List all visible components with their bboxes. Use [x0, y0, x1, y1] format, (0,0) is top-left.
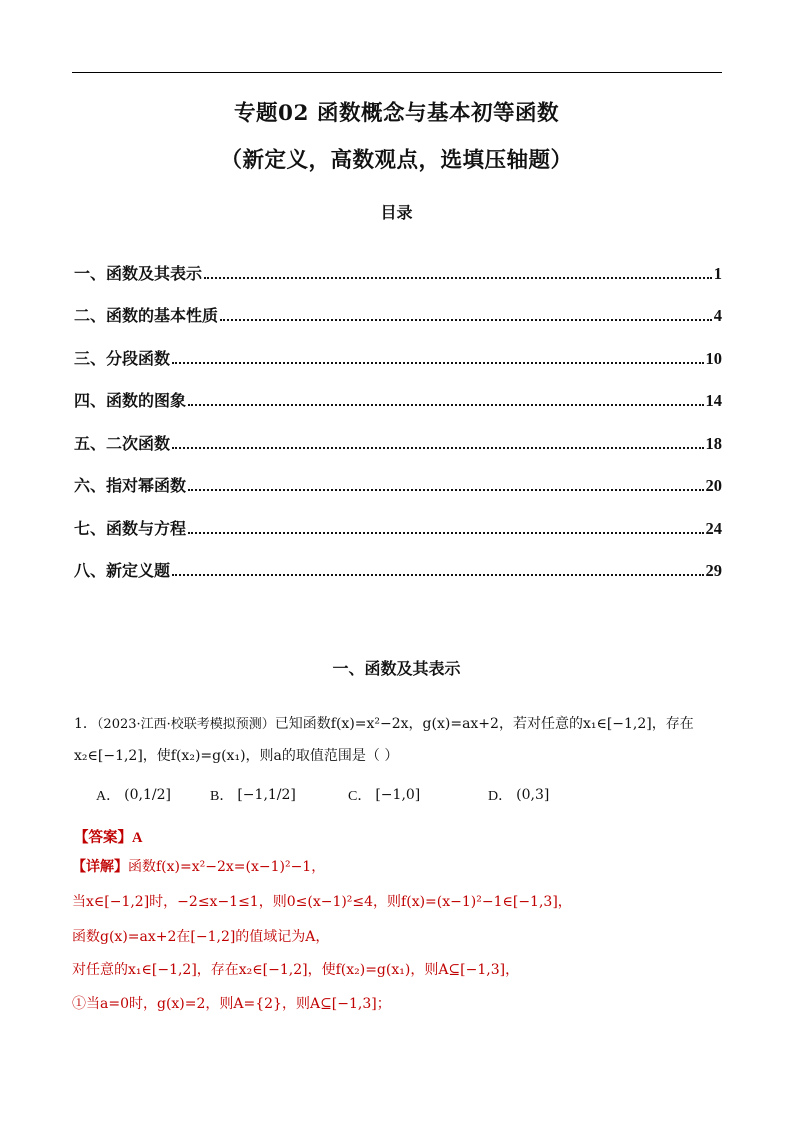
- option-text: (0,1/2]: [124, 787, 171, 803]
- answer-options: [96, 785, 656, 815]
- option-d[interactable]: [488, 785, 549, 805]
- answer-tag: 答案: [88, 829, 118, 846]
- toc-item[interactable]: [74, 326, 722, 369]
- toc-item-page: 10: [705, 348, 722, 368]
- detail-tag: 详解: [86, 859, 114, 875]
- option-c[interactable]: [348, 785, 420, 805]
- option-label: A．: [96, 789, 121, 804]
- toc-leader-dots: [188, 404, 703, 406]
- toc-item[interactable]: [74, 454, 722, 497]
- toc-item-label: 六、指对幂函数: [74, 476, 187, 495]
- toc-leader-dots: [172, 362, 703, 364]
- toc-leader-dots: [220, 319, 712, 321]
- toc-item-label: 五、二次函数: [74, 433, 171, 453]
- toc-item-label: 三、分段函数: [74, 348, 171, 368]
- toc-item-page: 18: [705, 433, 722, 453]
- toc-item[interactable]: [74, 241, 722, 284]
- toc-leader-dots: [188, 489, 703, 491]
- toc-item[interactable]: [74, 539, 722, 582]
- question-line-1: [74, 714, 722, 735]
- section-title: 一、函数及其表示: [332, 659, 461, 678]
- toc-item-page: 24: [705, 518, 722, 538]
- toc-leader-dots: [204, 277, 712, 279]
- toc-leader-dots: [172, 574, 703, 576]
- table-of-contents: [74, 241, 722, 581]
- toc-item[interactable]: [74, 369, 722, 412]
- toc-heading: 目录: [380, 203, 413, 222]
- solution-line: 【详解】函数f(x)=x²−2x=(x−1)²−1，: [72, 859, 326, 875]
- solution-line: 当x∈[−1,2]时，−2≤x−1≤1，则0≤(x−1)²≤4，则f(x)=(x−1)²−1∈[−1,3]，: [72, 894, 572, 910]
- option-label: C．: [348, 789, 372, 804]
- option-b[interactable]: [210, 785, 296, 805]
- toc-leader-dots: [172, 447, 703, 449]
- toc-item-label: 八、新定义题: [74, 561, 171, 580]
- toc-item-label: 二、函数的基本性质: [74, 306, 219, 325]
- toc-item-label: 七、函数与方程: [74, 518, 187, 538]
- option-label: D．: [488, 789, 513, 804]
- toc-item-label: 四、函数的图象: [74, 391, 187, 410]
- solution-line: ①当a=0时，g(x)=2，则A={2}，则A⊆[−1,3]；: [72, 996, 391, 1012]
- solution-line: 对任意的x₁∈[−1,2]，存在x₂∈[−1,2]，使f(x₂)=g(x₁)，则A⊆[−1,3]，: [72, 962, 520, 978]
- question-stem-1: 已知函数f(x)=x²−2x，g(x)=ax+2，若对任意的x₁∈[−1,2]，存在: [274, 716, 694, 732]
- toc-item-page: 14: [705, 391, 722, 410]
- option-label: B．: [210, 789, 234, 804]
- question-source: （2023·江西·校联考模拟预测）: [96, 717, 275, 732]
- toc-item[interactable]: [74, 411, 722, 454]
- toc-item-page: 1: [713, 263, 722, 283]
- option-a[interactable]: [96, 785, 171, 805]
- page-title: 专题02 函数概念与基本初等函数: [234, 101, 559, 126]
- toc-item-page: 4: [713, 306, 722, 325]
- toc-item-page: 29: [705, 561, 722, 580]
- answer-line: 【答案】A: [74, 829, 143, 846]
- toc-item-label: 一、函数及其表示: [74, 263, 203, 283]
- solution-text: 函数f(x)=x²−2x=(x−1)²−1，: [128, 859, 326, 875]
- header-rule: [72, 72, 722, 73]
- question-line-2: x₂∈[−1,2]，使f(x₂)=g(x₁)，则a的取值范围是（ ）: [74, 748, 399, 764]
- toc-item[interactable]: [74, 284, 722, 327]
- answer-value: A: [132, 830, 143, 846]
- toc-leader-dots: [188, 532, 703, 534]
- option-text: (0,3]: [516, 787, 550, 803]
- toc-item-page: 20: [705, 476, 722, 495]
- toc-item[interactable]: [74, 496, 722, 539]
- option-text: [−1,1/2]: [237, 787, 296, 803]
- option-text: [−1,0]: [375, 787, 421, 803]
- question-number: 1．: [74, 716, 97, 732]
- page-subtitle: （新定义，高数观点，选填压轴题）: [220, 148, 573, 173]
- solution-line: 函数g(x)=ax+2在[−1,2]的值域记为A，: [72, 929, 330, 945]
